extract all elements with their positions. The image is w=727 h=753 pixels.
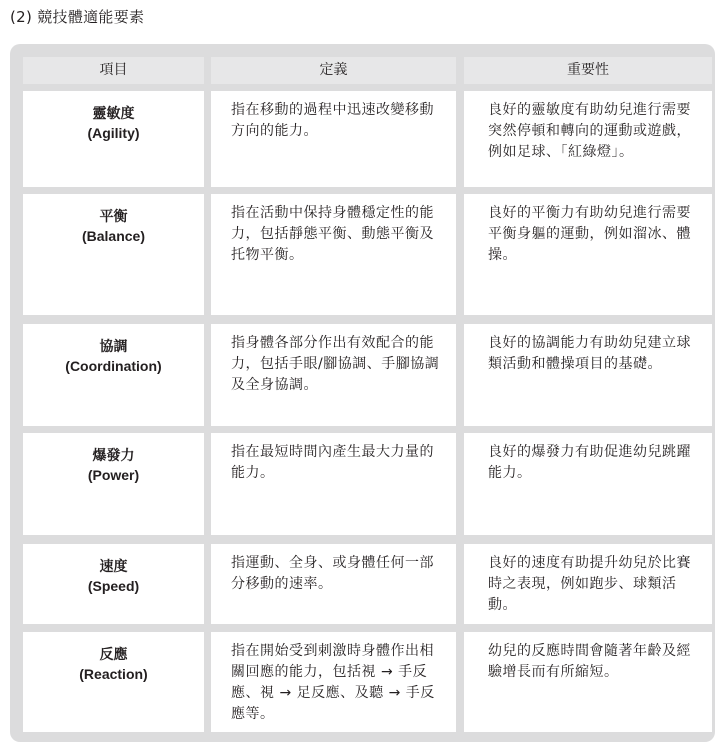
item-name-en: (Reaction) [79,666,148,682]
table-row-item [23,433,204,535]
item-name-zh: 爆發力 [92,447,135,463]
item-name-zh: 速度 [99,558,128,574]
table-row-item [23,91,204,187]
header-item: 項目 [23,57,204,84]
item-name-zh: 靈敏度 [92,105,135,121]
table-row-item [23,194,204,315]
importance-cell: 幼兒的反應時間會隨著年齡及經驗增長而有所縮短。 [464,632,712,732]
definition-cell: 指身體各部分作出有效配合的能力，包括手眼/腳協調、手腳協調及全身協調。 [211,324,456,426]
definition-cell: 指在最短時間內產生最大力量的能力。 [211,433,456,535]
table-row-item [23,544,204,624]
header-definition: 定義 [211,57,456,84]
importance-cell: 良好的靈敏度有助幼兒進行需要突然停頓和轉向的運動或遊戲，例如足球、「紅綠燈」。 [464,91,712,187]
item-name-en: (Coordination) [65,358,162,374]
item-name-en: (Agility) [87,125,140,141]
table-row-item [23,632,204,732]
item-name-zh: 平衡 [99,208,128,224]
importance-cell: 良好的協調能力有助幼兒建立球類活動和體操項目的基礎。 [464,324,712,426]
definition-cell: 指在開始受到刺激時身體作出相關回應的能力，包括視 → 手反應、視 → 足反應、及聽 → 手反應等。 [211,632,456,732]
section-heading: (2) 競技體適能要素 [10,8,145,26]
item-name-zh: 反應 [99,646,128,662]
importance-cell: 良好的爆發力有助促進幼兒跳躍能力。 [464,433,712,535]
table-row-item [23,324,204,426]
definition-cell: 指運動、全身、或身體任何一部分移動的速率。 [211,544,456,624]
item-name-zh: 協調 [99,338,128,354]
definition-cell: 指在移動的過程中迅速改變移動方向的能力。 [211,91,456,187]
item-name-en: (Speed) [87,578,140,594]
importance-cell: 良好的平衡力有助幼兒進行需要平衡身軀的運動，例如溜冰、體操。 [464,194,712,315]
item-name-en: (Power) [87,467,140,483]
definition-cell: 指在活動中保持身體穩定性的能力，包括靜態平衡、動態平衡及托物平衡。 [211,194,456,315]
item-name-en: (Balance) [81,228,146,244]
header-importance: 重要性 [464,57,712,84]
importance-cell: 良好的速度有助提升幼兒於比賽時之表現，例如跑步、球類活動。 [464,544,712,624]
